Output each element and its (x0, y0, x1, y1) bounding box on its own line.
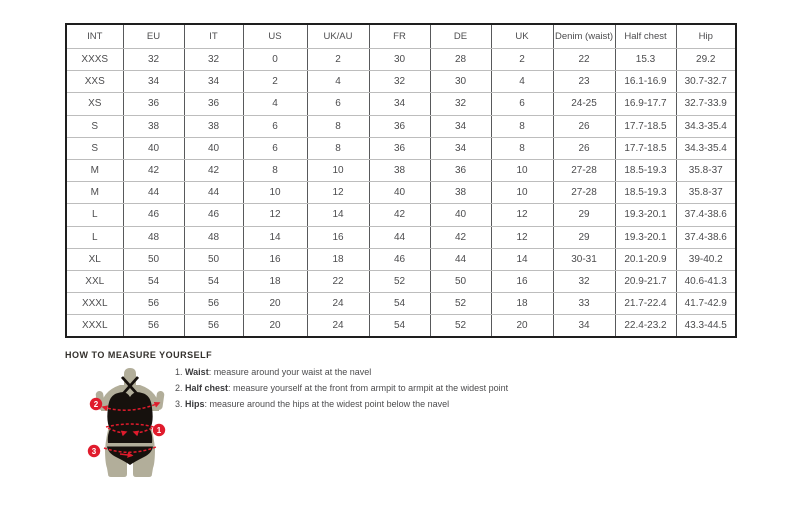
size-value-cell: 8 (491, 137, 553, 159)
size-value-cell: 30-31 (553, 248, 615, 270)
size-value-cell: 34 (430, 137, 491, 159)
size-value-cell: 19.3-20.1 (615, 204, 676, 226)
size-value-cell: 56 (123, 315, 184, 338)
size-value-cell: 39-40.2 (676, 248, 736, 270)
size-value-cell: 40 (123, 137, 184, 159)
size-value-cell: 41.7-42.9 (676, 293, 736, 315)
size-value-cell: 2 (307, 49, 369, 71)
size-label-cell: M (66, 182, 123, 204)
size-label-cell: XXXS (66, 49, 123, 71)
size-label-cell: XS (66, 93, 123, 115)
size-value-cell: 16.1-16.9 (615, 71, 676, 93)
size-value-cell: 27-28 (553, 159, 615, 181)
size-value-cell: 46 (369, 248, 430, 270)
column-header: DE (430, 24, 491, 49)
size-value-cell: 37.4-38.6 (676, 204, 736, 226)
size-value-cell: 36 (184, 93, 243, 115)
size-value-cell: 20 (491, 315, 553, 338)
size-value-cell: 34 (369, 93, 430, 115)
table-row (66, 115, 736, 137)
table-row (66, 248, 736, 270)
column-header: UK/AU (307, 24, 369, 49)
size-value-cell: 8 (491, 115, 553, 137)
measure-instruction: 3. Hips: measure around the hips at the widest point below the navel (175, 399, 450, 409)
size-value-cell: 17.7-18.5 (615, 137, 676, 159)
size-table (65, 23, 737, 338)
size-value-cell: 34.3-35.4 (676, 137, 736, 159)
measure-section-title: HOW TO MEASURE YOURSELF (65, 350, 213, 360)
column-header: Half chest (615, 24, 676, 49)
size-value-cell: 33 (553, 293, 615, 315)
size-value-cell: 44 (369, 226, 430, 248)
size-value-cell: 34 (553, 315, 615, 338)
size-value-cell: 12 (307, 182, 369, 204)
size-label-cell: S (66, 115, 123, 137)
size-value-cell: 16 (491, 270, 553, 292)
size-label-cell: XXXL (66, 293, 123, 315)
size-value-cell: 6 (307, 93, 369, 115)
size-value-cell: 36 (123, 93, 184, 115)
size-value-cell: 20.1-20.9 (615, 248, 676, 270)
table-row (66, 204, 736, 226)
size-value-cell: 12 (491, 204, 553, 226)
svg-text:2: 2 (93, 399, 99, 409)
size-value-cell: 4 (243, 93, 307, 115)
header-row (66, 24, 736, 49)
size-value-cell: 22.4-23.2 (615, 315, 676, 338)
table-row (66, 182, 736, 204)
size-value-cell: 48 (123, 226, 184, 248)
size-value-cell: 50 (430, 270, 491, 292)
marker-badge-waist (153, 424, 165, 436)
size-value-cell: 17.7-18.5 (615, 115, 676, 137)
size-value-cell: 29 (553, 204, 615, 226)
size-value-cell: 48 (184, 226, 243, 248)
size-value-cell: 30 (369, 49, 430, 71)
size-value-cell: 54 (369, 315, 430, 338)
size-value-cell: 54 (369, 293, 430, 315)
size-value-cell: 32.7-33.9 (676, 93, 736, 115)
size-value-cell: 42 (430, 226, 491, 248)
size-value-cell: 10 (491, 159, 553, 181)
column-header: FR (369, 24, 430, 49)
size-value-cell: 32 (553, 270, 615, 292)
size-value-cell: 20 (243, 293, 307, 315)
column-header: UK (491, 24, 553, 49)
table-row (66, 293, 736, 315)
size-value-cell: 54 (123, 270, 184, 292)
size-value-cell: 8 (307, 137, 369, 159)
svg-text:1: 1 (156, 425, 162, 435)
size-value-cell: 8 (243, 159, 307, 181)
size-value-cell: 26 (553, 115, 615, 137)
size-value-cell: 36 (369, 137, 430, 159)
size-value-cell: 32 (430, 93, 491, 115)
size-value-cell: 34.3-35.4 (676, 115, 736, 137)
size-value-cell: 18 (491, 293, 553, 315)
size-value-cell: 18.5-19.3 (615, 182, 676, 204)
size-value-cell: 50 (184, 248, 243, 270)
size-value-cell: 32 (123, 49, 184, 71)
size-value-cell: 27-28 (553, 182, 615, 204)
table-row (66, 49, 736, 71)
size-value-cell: 28 (430, 49, 491, 71)
size-value-cell: 52 (369, 270, 430, 292)
size-label-cell: L (66, 204, 123, 226)
column-header: INT (66, 24, 123, 49)
column-header: EU (123, 24, 184, 49)
size-value-cell: 19.3-20.1 (615, 226, 676, 248)
table-row (66, 226, 736, 248)
table-row (66, 93, 736, 115)
size-value-cell: 56 (184, 315, 243, 338)
table-row (66, 315, 736, 338)
size-value-cell: 20.9-21.7 (615, 270, 676, 292)
size-value-cell: 24 (307, 315, 369, 338)
size-value-cell: 10 (307, 159, 369, 181)
size-value-cell: 38 (123, 115, 184, 137)
column-header: Denim (waist) (553, 24, 615, 49)
table-row (66, 137, 736, 159)
size-value-cell: 10 (243, 182, 307, 204)
size-value-cell: 32 (369, 71, 430, 93)
size-value-cell: 29.2 (676, 49, 736, 71)
size-value-cell: 14 (243, 226, 307, 248)
size-value-cell: 40 (369, 182, 430, 204)
column-header: Hip (676, 24, 736, 49)
size-label-cell: XL (66, 248, 123, 270)
size-value-cell: 42 (123, 159, 184, 181)
size-label-cell: S (66, 137, 123, 159)
size-value-cell: 52 (430, 315, 491, 338)
size-value-cell: 0 (243, 49, 307, 71)
size-value-cell: 18 (243, 270, 307, 292)
size-value-cell: 34 (184, 71, 243, 93)
size-value-cell: 36 (430, 159, 491, 181)
size-value-cell: 10 (491, 182, 553, 204)
size-value-cell: 46 (184, 204, 243, 226)
size-value-cell: 16.9-17.7 (615, 93, 676, 115)
size-value-cell: 42 (184, 159, 243, 181)
size-value-cell: 2 (491, 49, 553, 71)
size-label-cell: M (66, 159, 123, 181)
size-value-cell: 44 (430, 248, 491, 270)
size-value-cell: 40 (184, 137, 243, 159)
size-value-cell: 18.5-19.3 (615, 159, 676, 181)
size-value-cell: 21.7-22.4 (615, 293, 676, 315)
size-value-cell: 56 (123, 293, 184, 315)
size-value-cell: 2 (243, 71, 307, 93)
size-value-cell: 24 (307, 293, 369, 315)
marker-badge-chest (90, 398, 102, 410)
size-value-cell: 26 (553, 137, 615, 159)
size-value-cell: 35.8-37 (676, 159, 736, 181)
size-value-cell: 50 (123, 248, 184, 270)
size-value-cell: 16 (243, 248, 307, 270)
size-value-cell: 6 (243, 115, 307, 137)
measurement-figure-illustration (76, 364, 206, 484)
table-row (66, 270, 736, 292)
size-value-cell: 18 (307, 248, 369, 270)
table-row (66, 159, 736, 181)
size-value-cell: 34 (430, 115, 491, 137)
size-value-cell: 12 (243, 204, 307, 226)
size-value-cell: 22 (307, 270, 369, 292)
size-value-cell: 54 (184, 270, 243, 292)
size-value-cell: 23 (553, 71, 615, 93)
table-row (66, 71, 736, 93)
measure-instruction: 2. Half chest: measure yourself at the front from armpit to armpit at the widest point (175, 383, 509, 393)
size-value-cell: 6 (491, 93, 553, 115)
size-value-cell: 38 (184, 115, 243, 137)
swimsuit-top (107, 392, 152, 443)
column-header: US (243, 24, 307, 49)
size-value-cell: 16 (307, 226, 369, 248)
size-value-cell: 38 (369, 159, 430, 181)
size-value-cell: 30 (430, 71, 491, 93)
size-value-cell: 29 (553, 226, 615, 248)
size-value-cell: 35.8-37 (676, 182, 736, 204)
size-value-cell: 30.7-32.7 (676, 71, 736, 93)
size-value-cell: 40.6-41.3 (676, 270, 736, 292)
size-value-cell: 42 (369, 204, 430, 226)
size-label-cell: XXS (66, 71, 123, 93)
size-label-cell: XXL (66, 270, 123, 292)
size-value-cell: 46 (123, 204, 184, 226)
size-value-cell: 32 (184, 49, 243, 71)
size-value-cell: 15.3 (615, 49, 676, 71)
size-value-cell: 14 (307, 204, 369, 226)
measure-instruction: 1. Waist: measure around your waist at the navel (175, 367, 372, 377)
size-value-cell: 24-25 (553, 93, 615, 115)
svg-text:3: 3 (91, 446, 97, 456)
size-value-cell: 44 (184, 182, 243, 204)
size-value-cell: 14 (491, 248, 553, 270)
size-value-cell: 4 (491, 71, 553, 93)
marker-badge-hips (88, 445, 100, 457)
size-label-cell: XXXL (66, 315, 123, 338)
column-header: IT (184, 24, 243, 49)
size-value-cell: 4 (307, 71, 369, 93)
size-value-cell: 52 (430, 293, 491, 315)
measure-instructions (175, 368, 508, 416)
size-value-cell: 12 (491, 226, 553, 248)
size-value-cell: 40 (430, 204, 491, 226)
size-value-cell: 20 (243, 315, 307, 338)
size-label-cell: L (66, 226, 123, 248)
size-value-cell: 38 (430, 182, 491, 204)
size-value-cell: 56 (184, 293, 243, 315)
size-value-cell: 8 (307, 115, 369, 137)
size-value-cell: 34 (123, 71, 184, 93)
size-value-cell: 36 (369, 115, 430, 137)
size-value-cell: 37.4-38.6 (676, 226, 736, 248)
size-value-cell: 43.3-44.5 (676, 315, 736, 338)
size-value-cell: 44 (123, 182, 184, 204)
size-value-cell: 22 (553, 49, 615, 71)
size-value-cell: 6 (243, 137, 307, 159)
